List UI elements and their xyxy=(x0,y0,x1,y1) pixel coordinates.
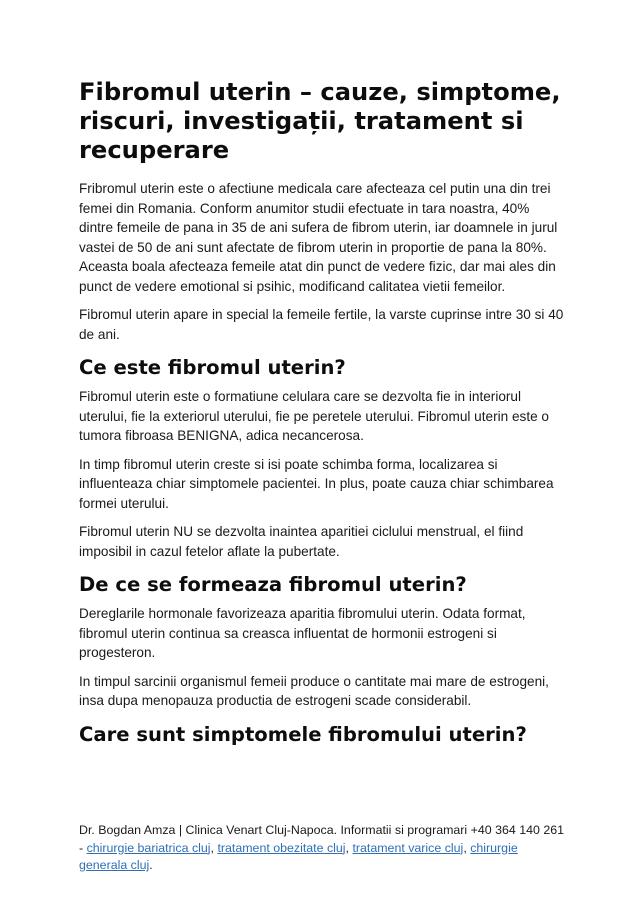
document-page xyxy=(79,78,565,754)
section-paragraph: Dereglarile hormonale favorizeaza aparitia fibromului uterin. Odata format, fibromul uterin continua sa creasca influentat de hormonii estrogeni si progesteron. xyxy=(79,606,526,660)
section-paragraph: In timp fibromul uterin creste si isi poate schimba forma, localizarea si influenteaza chiar simptomele pacientei. In plus, poate cauza chiar schimbarea formei uterului. xyxy=(79,456,554,511)
section-heading-what-is: Ce este fibromul uterin? xyxy=(79,356,346,379)
footer-link-varicose-treatment[interactable]: tratament varice cluj xyxy=(352,840,464,855)
page-footer: Dr. Bogdan Amza | Clinica Venart Cluj-Napoca. Informatii si programari +40 364 140 261 - chirurgie bariatrica cluj, tratament obezitate cluj, tratament varice cluj, chirurgie generala cluj. xyxy=(79,823,564,872)
intro-paragraph-2: Fibromul uterin apare in special la femeile fertile, la varste cuprinse intre 30 si 40 de ani. xyxy=(79,307,564,342)
footer-link-bariatric-surgery[interactable]: chirurgie bariatrica cluj xyxy=(86,840,211,855)
section-paragraph: Fibromul uterin NU se dezvolta inaintea aparitiei ciclului menstrual, el fiind imposibil in cazul fetelor aflate la pubertate. xyxy=(79,524,524,559)
section-heading-causes: De ce se formeaza fibromul uterin? xyxy=(79,573,467,596)
section-paragraph: In timpul sarcinii organismul femeii produce o cantitate mai mare de estrogeni, insa dupa menopauza productia de estrogeni scade considerabil. xyxy=(79,673,549,708)
section-paragraph: Fibromul uterin este o formatiune celulara care se dezvolta fie in interiorul uterului, fie la exteriorul uterului, fie pe peretele uterului. Fibromul uterin este o tumora fibroasa BENIGNA, adica necancerosa. xyxy=(79,389,549,443)
footer-text: Dr. Bogdan Amza | Clinica Venart Cluj-Napoca. Informatii si programari +40 364 140 261 - xyxy=(79,823,564,855)
page-title: Fibromul uterin – cauze, simptome, riscuri, investigații, tratament si recuperare xyxy=(79,78,561,164)
intro-paragraph-1: Fribromul uterin este o afectiune medicala care afecteaza cel putin una din trei femei din Romania. Conform anumitor studii efectuate in tara noastra, 40% dintre femeile de pana in 35 de ani sufera de fibrom uterin, iar doamnele in jurul vastei de 50 de ani sunt afectate de fibrom uterin in proportie de pana la 80%. Aceasta boala afecteaza femeile atat din punct de vedere fizic, dar mai ales din punct de vedere emotional si psihic, modificand calitatea vietii femeilor. xyxy=(79,181,558,294)
footer-link-obesity-treatment[interactable]: tratament obezitate cluj xyxy=(217,840,346,855)
section-heading-symptoms: Care sunt simptomele fibromului uterin? xyxy=(79,722,527,746)
footer-link-general-surgery[interactable]: chirurgie generala cluj xyxy=(79,840,518,872)
